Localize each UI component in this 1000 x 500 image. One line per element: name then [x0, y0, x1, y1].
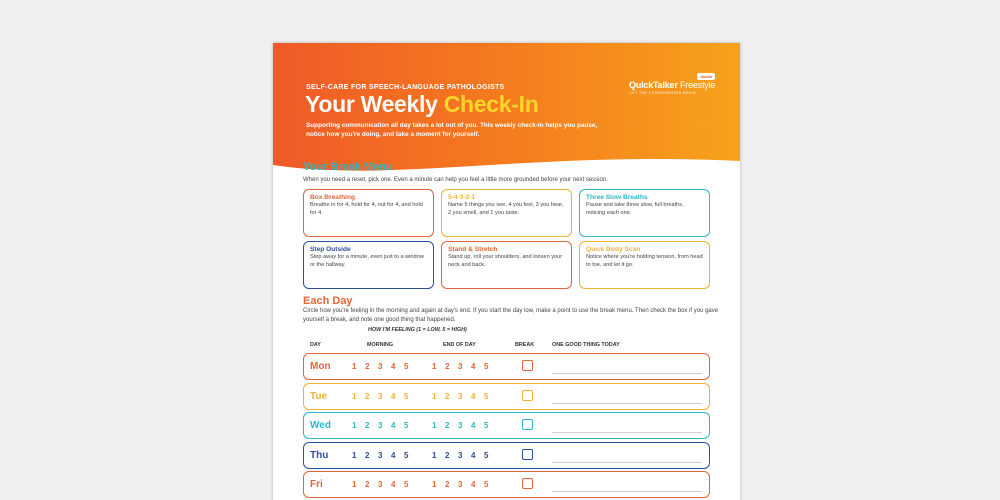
morning-rating-3[interactable]: 3 — [378, 450, 383, 460]
morning-rating-1[interactable]: 1 — [352, 480, 357, 489]
break-card-title: Box Breathing — [310, 194, 356, 201]
morning-rating-5[interactable]: 5 — [404, 480, 409, 489]
end-rating-4[interactable]: 4 — [471, 391, 476, 401]
end-rating-2[interactable]: 2 — [445, 362, 450, 371]
morning-rating-3[interactable]: 3 — [378, 421, 383, 430]
break-checkbox[interactable] — [522, 360, 533, 371]
end-rating-1[interactable]: 1 — [432, 421, 437, 430]
break-card-body: Breathe in for 4, hold for 4, out for 4, and hold for 4. — [310, 202, 423, 216]
morning-rating-2[interactable]: 2 — [365, 362, 370, 371]
morning-rating-2[interactable]: 2 — [365, 421, 370, 430]
morning-rating-4[interactable]: 4 — [391, 391, 396, 401]
day-row-fri — [303, 471, 710, 498]
morning-rating-4[interactable]: 4 — [391, 480, 396, 489]
morning-rating-1[interactable]: 1 — [352, 362, 357, 371]
end-rating-5[interactable]: 5 — [484, 450, 489, 460]
end-rating-4[interactable]: 4 — [471, 480, 476, 489]
day-label: Mon — [310, 361, 331, 372]
morning-rating-5[interactable]: 5 — [404, 450, 409, 460]
break-card-title: Three Slow Breaths — [586, 194, 648, 201]
end-rating-3[interactable]: 3 — [458, 450, 463, 460]
end-rating-2[interactable]: 2 — [445, 450, 450, 460]
morning-rating-4[interactable]: 4 — [391, 362, 396, 371]
end-rating-scale — [432, 362, 497, 371]
day-row-tue — [303, 383, 710, 410]
end-rating-4[interactable]: 4 — [471, 421, 476, 430]
logo-tagline: LET THE CONVERSATION BEGIN — [630, 91, 697, 95]
brand-logo — [629, 73, 715, 97]
day-label: Thu — [310, 449, 329, 461]
day-label: Tue — [310, 390, 328, 402]
morning-rating-5[interactable]: 5 — [404, 391, 409, 401]
break-card-title: Step Outside — [310, 246, 351, 253]
good-thing-write-line[interactable] — [552, 432, 702, 433]
end-rating-1[interactable]: 1 — [432, 362, 437, 371]
end-rating-3[interactable]: 3 — [458, 480, 463, 489]
logo-badge: media — [697, 73, 715, 80]
break-card-body: Pause and take three slow, full breaths, noticing each one. — [586, 202, 684, 216]
end-rating-5[interactable]: 5 — [484, 391, 489, 401]
end-rating-scale — [432, 480, 497, 489]
morning-rating-scale — [352, 392, 417, 401]
break-card-title: Stand & Stretch — [448, 246, 498, 253]
morning-rating-3[interactable]: 3 — [378, 391, 383, 401]
morning-rating-5[interactable]: 5 — [404, 362, 409, 371]
morning-rating-scale — [352, 451, 417, 460]
break-checkbox[interactable] — [522, 449, 533, 460]
logo-name-bold: QuickTalker — [629, 80, 678, 90]
title-accent: Check-In — [443, 91, 539, 117]
day-row-thu — [303, 442, 710, 469]
break-card-box-breathing — [303, 189, 434, 237]
morning-rating-1[interactable]: 1 — [352, 421, 357, 430]
good-thing-write-line[interactable] — [552, 373, 702, 374]
end-rating-scale — [432, 451, 497, 460]
end-rating-5[interactable]: 5 — [484, 362, 489, 371]
col-day: DAY — [310, 342, 321, 348]
break-card-body: Notice where you're holding tension, from head to toe, and let it go. — [586, 254, 703, 268]
break-checkbox[interactable] — [522, 390, 533, 401]
break-card-stand-and-stretch — [441, 241, 572, 289]
break-card-body: Stand up, roll your shoulders, and loosen your neck and back. — [448, 254, 563, 268]
break-card-title: Quick Body Scan — [586, 246, 641, 253]
end-rating-2[interactable]: 2 — [445, 421, 450, 430]
end-rating-4[interactable]: 4 — [471, 450, 476, 460]
col-break: BREAK — [515, 342, 535, 348]
break-menu-heading: Your Break Menu — [303, 161, 393, 173]
logo-name — [629, 80, 715, 90]
day-row-wed — [303, 412, 710, 439]
intro-text: Supporting communication all day takes a lot out of you. This weekly check-in helps you pause, notice how you're doing, and take a moment for yourself. — [306, 122, 598, 138]
good-thing-write-line[interactable] — [552, 462, 702, 463]
day-label: Wed — [310, 420, 331, 431]
end-rating-1[interactable]: 1 — [432, 391, 437, 401]
end-rating-3[interactable]: 3 — [458, 362, 463, 371]
break-card-body: Step away for a minute, even just to a window or the hallway. — [310, 254, 424, 268]
end-rating-1[interactable]: 1 — [432, 450, 437, 460]
page-title — [305, 91, 538, 118]
header-kicker: SELF-CARE FOR SPEECH-LANGUAGE PATHOLOGISTS — [306, 84, 505, 91]
break-card-body: Name 5 things you see, 4 you feel, 3 you hear, 2 you smell, and 1 you taste. — [448, 202, 564, 216]
col-end-of-day: END OF DAY — [443, 342, 476, 348]
morning-rating-scale — [352, 421, 417, 430]
each-day-heading: Each Day — [303, 295, 353, 307]
col-good-thing: ONE GOOD THING TODAY — [552, 342, 620, 348]
morning-rating-3[interactable]: 3 — [378, 362, 383, 371]
break-menu-subtitle: When you need a reset, pick one. Even a minute can help you feel a little more grounded before your next session. — [303, 177, 608, 183]
morning-rating-3[interactable]: 3 — [378, 480, 383, 489]
morning-rating-2[interactable]: 2 — [365, 480, 370, 489]
morning-rating-1[interactable]: 1 — [352, 391, 357, 401]
end-rating-scale — [432, 421, 497, 430]
end-rating-3[interactable]: 3 — [458, 391, 463, 401]
end-rating-5[interactable]: 5 — [484, 421, 489, 430]
morning-rating-1[interactable]: 1 — [352, 450, 357, 460]
morning-rating-5[interactable]: 5 — [404, 421, 409, 430]
end-rating-2[interactable]: 2 — [445, 480, 450, 489]
end-rating-4[interactable]: 4 — [471, 362, 476, 371]
good-thing-write-line[interactable] — [552, 491, 702, 492]
break-card-title: 5-4-3-2-1 — [448, 194, 476, 201]
day-row-mon — [303, 353, 710, 380]
end-rating-1[interactable]: 1 — [432, 480, 437, 489]
morning-rating-scale — [352, 362, 417, 371]
day-label: Fri — [310, 479, 323, 490]
end-rating-5[interactable]: 5 — [484, 480, 489, 489]
morning-rating-scale — [352, 480, 417, 489]
good-thing-write-line[interactable] — [552, 403, 702, 404]
break-card-step-outside — [303, 241, 434, 289]
end-rating-3[interactable]: 3 — [458, 421, 463, 430]
morning-rating-4[interactable]: 4 — [391, 421, 396, 430]
title-main: Your Weekly — [305, 91, 444, 117]
logo-name-light: Freestyle — [677, 80, 716, 90]
morning-rating-2[interactable]: 2 — [365, 450, 370, 460]
col-morning: MORNING — [367, 342, 394, 348]
break-checkbox[interactable] — [522, 478, 533, 489]
break-card-five-four-three-two-one — [441, 189, 572, 237]
morning-rating-2[interactable]: 2 — [365, 391, 370, 401]
end-rating-2[interactable]: 2 — [445, 391, 450, 401]
each-day-subtitle: Circle how you're feeling in the morning and again at day's end. If you start the day low, make a point to use the break menu. Then check the box if you gave yourself a break, and note one good thing that happened. — [303, 308, 719, 323]
worksheet-page — [273, 43, 740, 500]
break-checkbox[interactable] — [522, 419, 533, 430]
feeling-scale-heading: HOW I'M FEELING (1 = LOW, 5 = HIGH) — [368, 327, 467, 333]
break-card-quick-body-scan — [579, 241, 710, 289]
end-rating-scale — [432, 392, 497, 401]
break-card-three-slow-breaths — [579, 189, 710, 237]
morning-rating-4[interactable]: 4 — [391, 450, 396, 460]
